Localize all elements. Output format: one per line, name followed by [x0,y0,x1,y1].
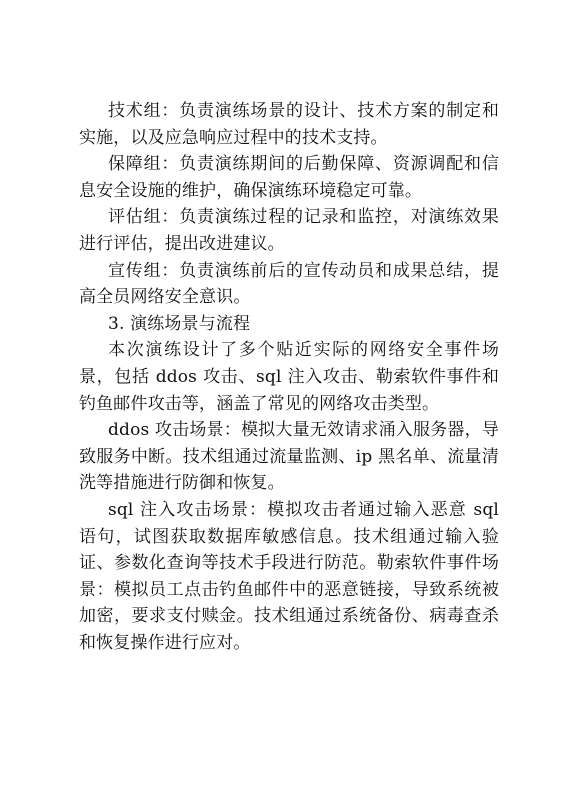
paragraph-evaluation-group: 评估组：负责演练过程的记录和监控，对演练效果进行评估，提出改进建议。 [79,207,499,254]
section-heading: 3. 演练场景与流程 [108,313,251,334]
paragraph-tech-group: 技术组：负责演练场景的设计、技术方案的制定和实施，以及应急响应过程中的技术支持。 [79,101,499,148]
paragraph-scenario-intro: 本次演练设计了多个贴近实际的网络安全事件场景，包括 ddos 攻击、sql 注入攻击、勒索软件事件和钓鱼邮件攻击等，涵盖了常见的网络攻击类型。 [79,340,499,414]
paragraph-publicity-group: 宣传组：负责演练前后的宣传动员和成果总结，提高全员网络安全意识。 [79,260,499,308]
paragraph-sql-ransomware-scenario: sql 注入攻击场景：模拟攻击者通过输入恶意 sql 语句，试图获取数据库敏感信息。技术组通过输入验证、参数化查询等技术手段进行防范。勒索软件事件场景：模拟员工点击钓鱼邮件中的恶意链接，导致系统被加密，要求支付赎金。技术组通过系统备份、病毒查杀和恢复操作进行应对。 [79,499,499,653]
paragraph-ddos-scenario: ddos 攻击场景：模拟大量无效请求涌入服务器，导致服务中断。技术组通过流量监测、ip 黑名单、流量清洗等措施进行防御和恢复。 [79,420,499,494]
paragraph-support-group: 保障组：负责演练期间的后勤保障、资源调配和信息安全设施的维护，确保演练环境稳定可靠。 [79,154,499,201]
document-page [79,98,499,656]
